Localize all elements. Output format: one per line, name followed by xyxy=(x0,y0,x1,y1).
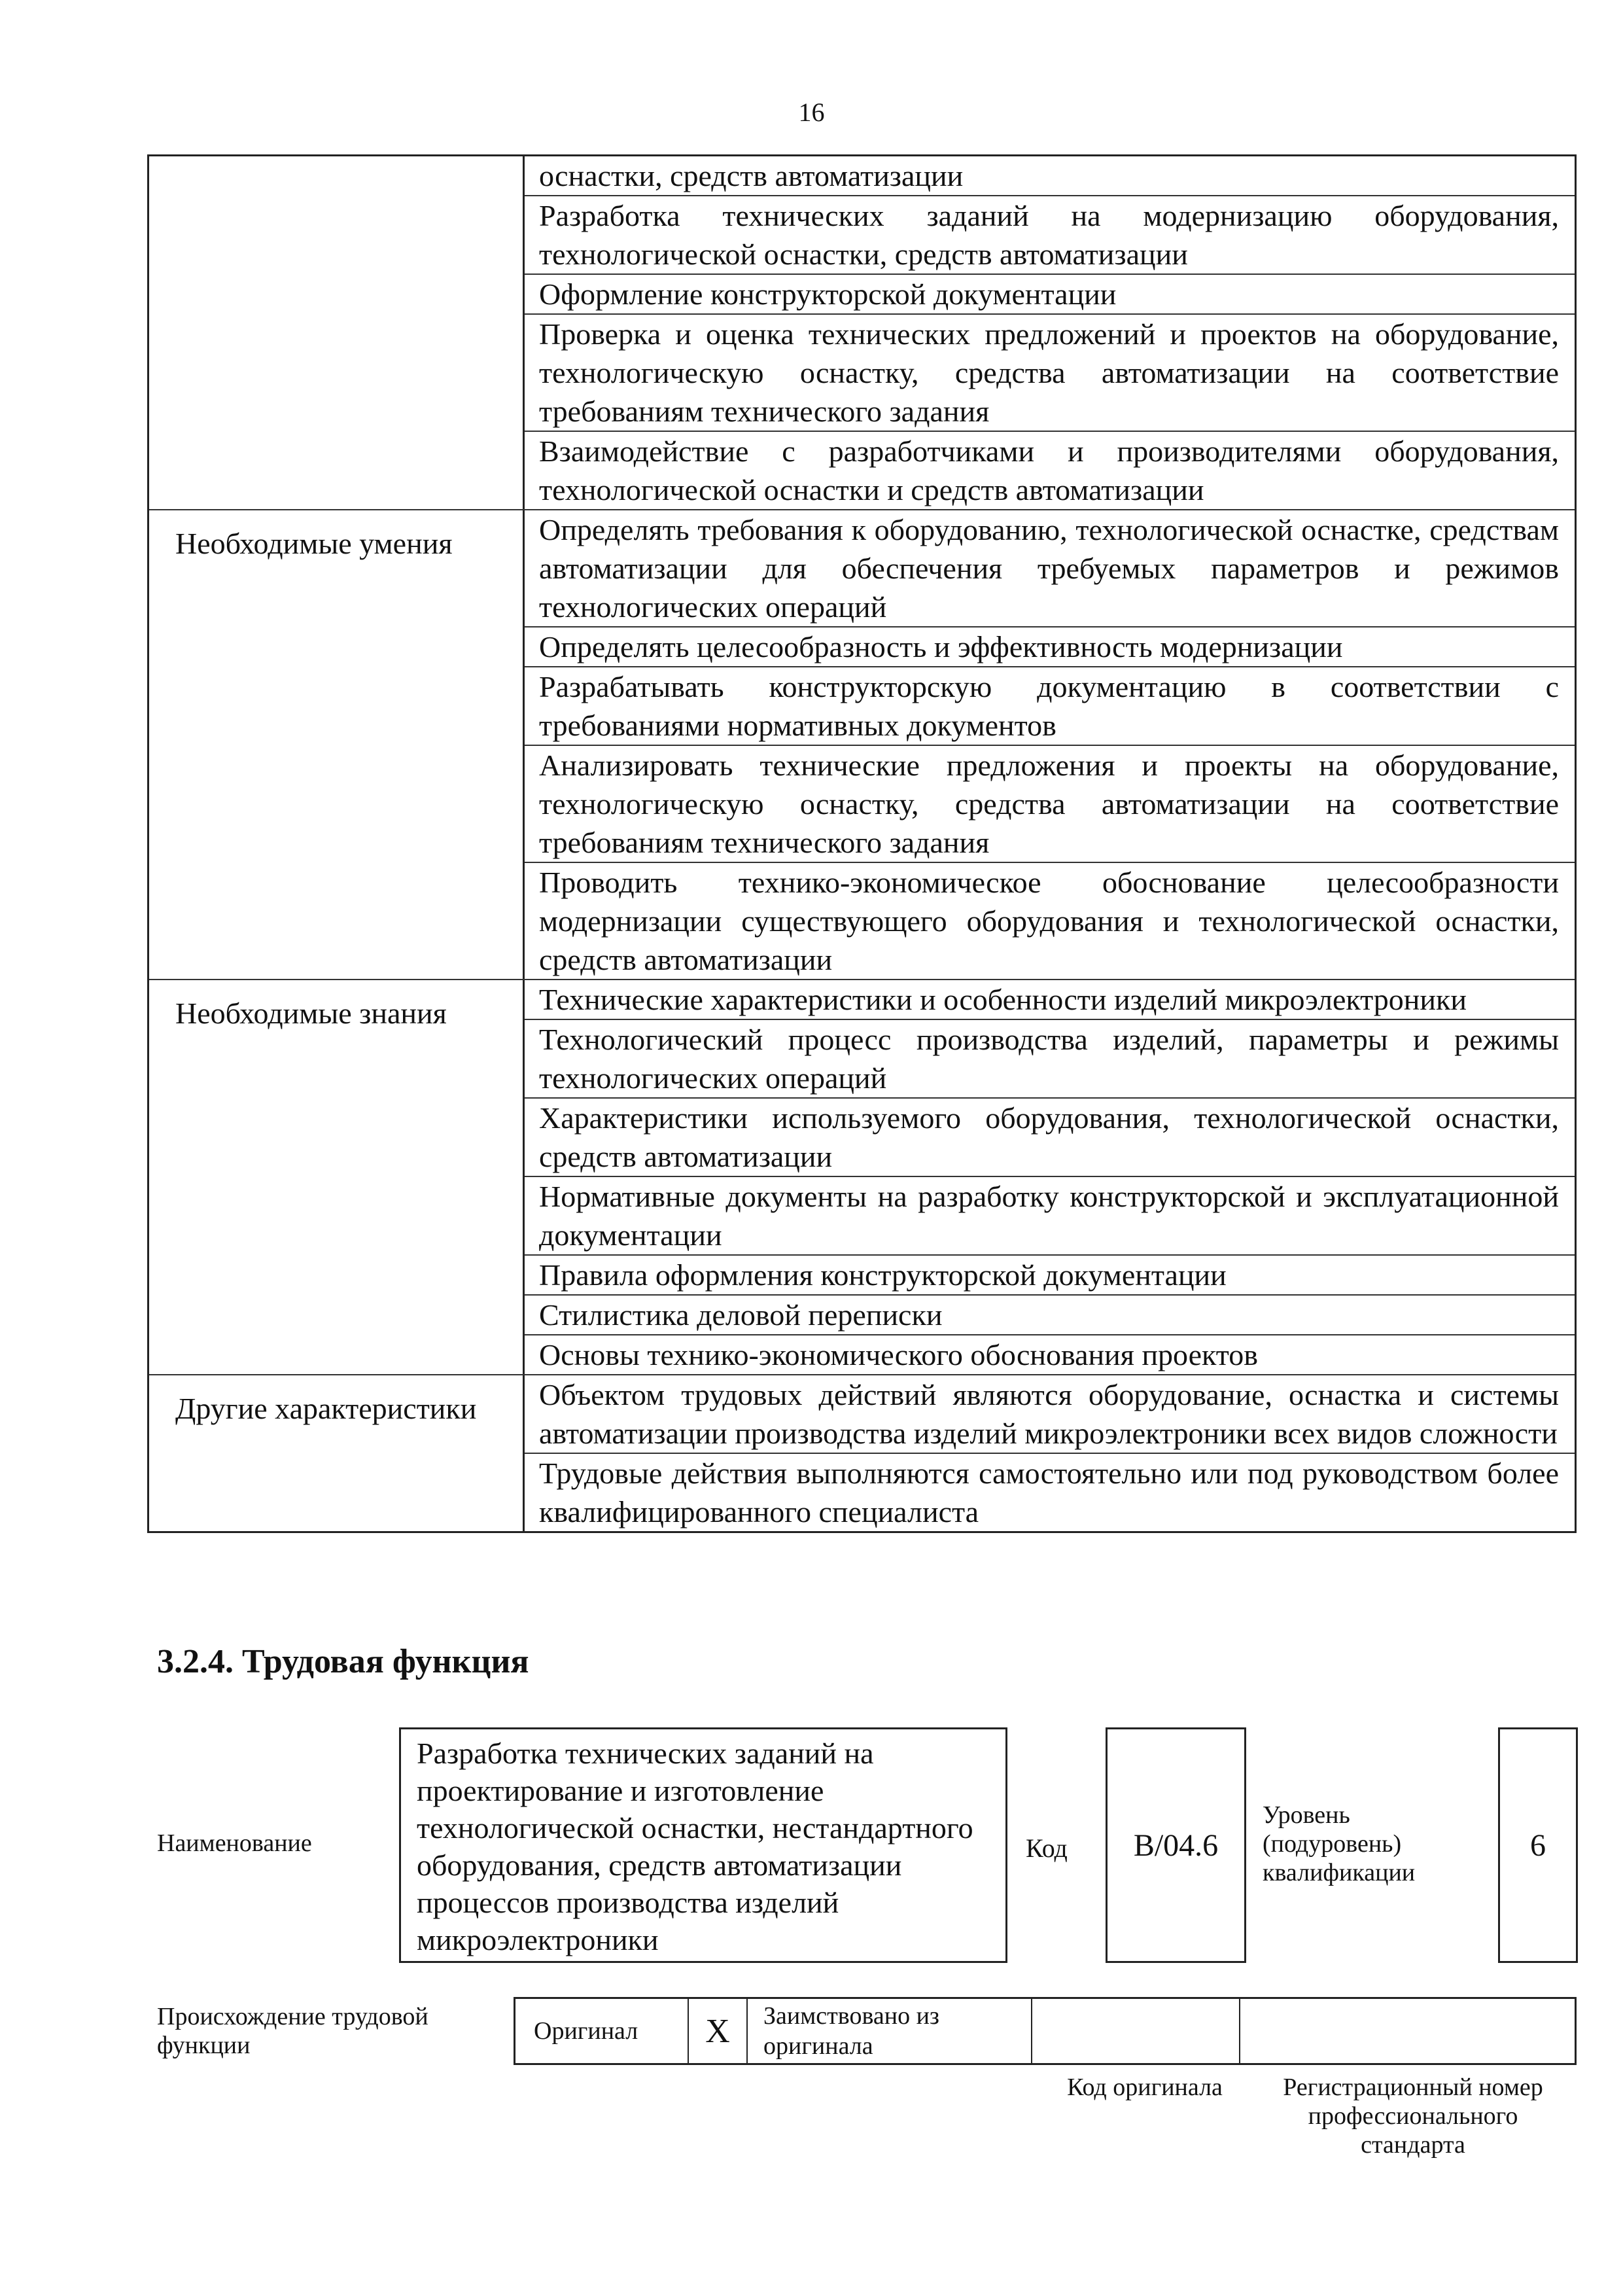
characteristics-group xyxy=(149,156,1575,509)
characteristics-group xyxy=(149,509,1575,979)
origin-code-cell xyxy=(1032,1999,1240,2063)
origin-code-caption: Код оригинала xyxy=(1067,2074,1223,2101)
table-row: Технические характеристики и особенности изделий микроэлектроники xyxy=(539,983,1467,1016)
table-row: Нормативные документы на разработку конструкторской и эксплуатационной документации xyxy=(525,1176,1575,1254)
group-label: Необходимые умения xyxy=(149,510,525,979)
table-row: Разрабатывать конструкторскую документацию в соответствии с требованиями нормативных документов xyxy=(525,666,1575,745)
function-code-label: Код xyxy=(1026,1833,1068,1863)
table-row: Основы технико-экономического обоснования проектов xyxy=(525,1334,1575,1374)
table-row: Технологический процесс производства изделий, параметры и режимы технологических операций xyxy=(525,1019,1575,1097)
group-label: Другие характеристики xyxy=(149,1375,525,1531)
table-row: Оформление конструкторской документации xyxy=(525,274,1575,313)
table-row: Взаимодействие с разработчиками и производителями оборудования, технологической оснастки и средств автоматизации xyxy=(525,431,1575,509)
group-items xyxy=(525,156,1575,509)
characteristics-table xyxy=(147,154,1577,1533)
table-row: оснастки, средств автоматизации xyxy=(539,159,964,192)
origin-original-mark: X xyxy=(689,1999,748,2063)
origin-borrowed-cell: Заимствовано из оригинала xyxy=(748,1999,1032,2063)
table-row: Проводить технико-экономическое обоснование целесообразности модернизации существующего оборудования и технологической оснастки, средств автоматизации xyxy=(525,862,1575,979)
characteristics-group xyxy=(149,979,1575,1374)
function-name-label: Наименование xyxy=(157,1829,312,1857)
characteristics-group xyxy=(149,1374,1575,1531)
origin-reg-caption: Регистрационный номер профессионального стандарта xyxy=(1283,2074,1543,2159)
table-row: Определять требования к оборудованию, технологической оснастке, средствам автоматизации для обеспечения требуемых параметров и режимов технологических операций xyxy=(539,513,1559,624)
group-label: Необходимые знания xyxy=(149,980,525,1374)
function-name-box: Разработка технических заданий на проектирование и изготовление технологической оснастки, нестандартного оборудования, средств автоматизации процессов производства изделий микроэлектроники xyxy=(399,1727,1007,1963)
table-row: Разработка технических заданий на модернизацию оборудования, технологической оснастки, средств автоматизации xyxy=(525,195,1575,274)
table-row: Стилистика деловой переписки xyxy=(525,1294,1575,1334)
section-title: 3.2.4. Трудовая функция xyxy=(157,1643,529,1680)
page-number: 16 xyxy=(798,97,825,127)
group-items xyxy=(525,1375,1575,1531)
table-row: Определять целесообразность и эффективность модернизации xyxy=(525,626,1575,666)
origin-original-cell: Оригинал xyxy=(515,1999,689,2063)
group-label xyxy=(149,156,525,509)
table-row: Характеристики используемого оборудования, технологической оснастки, средств автоматизации xyxy=(525,1097,1575,1176)
function-code-box: В/04.6 xyxy=(1106,1727,1246,1963)
group-items xyxy=(525,980,1575,1374)
origin-reg-number-cell xyxy=(1240,1999,1575,2063)
qualification-level-label: Уровень (подуровень) квалификации xyxy=(1263,1801,1416,1886)
group-items xyxy=(525,510,1575,979)
table-row: Анализировать технические предложения и проекты на оборудование, технологическую оснастку, средства автоматизации на соответствие требованиям технического задания xyxy=(525,745,1575,862)
origin-table xyxy=(514,1997,1577,2065)
table-row: Трудовые действия выполняются самостоятельно или под руководством более квалифицированного специалиста xyxy=(525,1453,1575,1531)
table-row: Объектом трудовых действий являются оборудование, оснастка и системы автоматизации производства изделий микроэлектроники всех видов сложности xyxy=(539,1378,1559,1450)
origin-label: Происхождение трудовой функции xyxy=(157,2003,428,2059)
table-row: Проверка и оценка технических предложений и проектов на оборудование, технологическую оснастку, средства автоматизации на соответствие требованиям технического задания xyxy=(525,313,1575,431)
table-row: Правила оформления конструкторской документации xyxy=(525,1254,1575,1294)
qualification-level-box: 6 xyxy=(1498,1727,1578,1963)
